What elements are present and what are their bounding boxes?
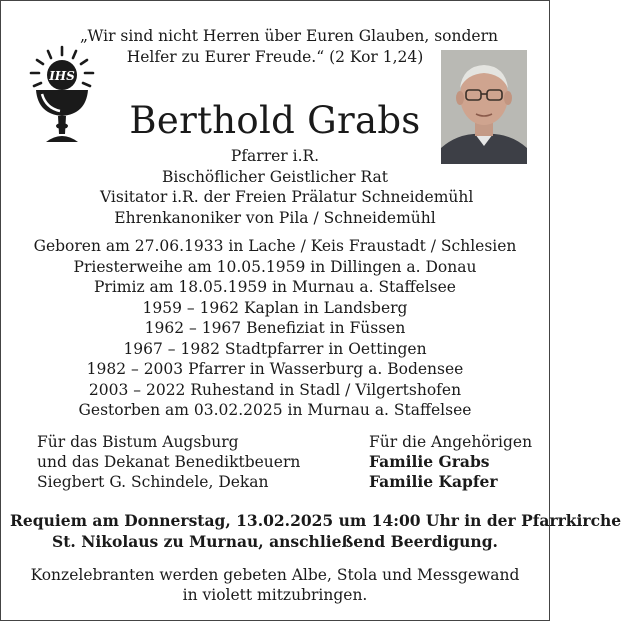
bio-line: 1962 – 1967 Benefiziat in Füssen: [144, 319, 406, 337]
note-line-2: in violett mitzubringen.: [182, 586, 368, 604]
bio-line: Priesterweihe am 10.05.1959 in Dillingen a. Donau: [73, 257, 477, 276]
family-name: Familie Kapfer: [369, 472, 498, 491]
requiem-line-1: Requiem am Donnerstag, 13.02.2025 um 14:00 Uhr in der Pfarrkirche: [10, 511, 621, 530]
titles-block: [100, 146, 474, 228]
bio-line: 1967 – 1982 Stadtpfarrer in Oettingen: [123, 339, 427, 358]
title-line: Bischöflicher Geistlicher Rat: [161, 167, 389, 186]
signature-intro: Für die Angehörigen: [369, 433, 533, 451]
quote-line-2: Helfer zu Eurer Freude.“ (2 Kor 1,24): [126, 48, 424, 66]
bio-line: 2003 – 2022 Ruhestand in Stadl / Vilgertshofen: [88, 380, 462, 399]
signature-line: und das Dekanat Benediktbeuern: [37, 453, 301, 471]
family-name: Familie Grabs: [369, 452, 490, 471]
title-line: Pfarrer i.R.: [230, 147, 320, 165]
quote-line-1: „Wir sind nicht Herren über Euren Glauben, sondern: [80, 27, 498, 45]
signature-line: Für das Bistum Augsburg: [37, 433, 239, 451]
title-line: Visitator i.R. der Freien Prälatur Schneidemühl: [100, 188, 474, 206]
bio-line: 1959 – 1962 Kaplan in Landsberg: [142, 298, 408, 317]
deceased-name: Berthold Grabs: [129, 99, 421, 142]
requiem-line-2: St. Nikolaus zu Murnau, anschließend Beerdigung.: [52, 532, 498, 551]
bio-line: Primiz am 18.05.1959 in Murnau a. Staffelsee: [94, 278, 456, 296]
biography-block: [20, 236, 530, 421]
signature-line: Siegbert G. Schindele, Dekan: [37, 473, 269, 491]
chalice-icon: [22, 38, 102, 148]
concelebrants-note: [30, 565, 520, 605]
bio-line: Geboren am 27.06.1933 in Lache / Keis Fraustadt / Schlesien: [33, 237, 517, 255]
bio-line: 1982 – 2003 Pfarrer in Wasserburg a. Bodensee: [86, 360, 464, 378]
title-line: Ehrenkanoniker von Pila / Schneidemühl: [114, 208, 436, 227]
requiem-notice: [10, 510, 621, 552]
portrait-photo: [441, 50, 527, 164]
note-line-1: Konzelebranten werden gebeten Albe, Stola und Messgewand: [30, 566, 520, 584]
ihs-monogram: IHS: [49, 69, 75, 83]
bible-quote: [80, 26, 498, 68]
bio-line: Gestorben am 03.02.2025 in Murnau a. Staffelsee: [78, 401, 472, 419]
signature-family: [369, 432, 539, 492]
signature-diocese: [37, 432, 317, 492]
